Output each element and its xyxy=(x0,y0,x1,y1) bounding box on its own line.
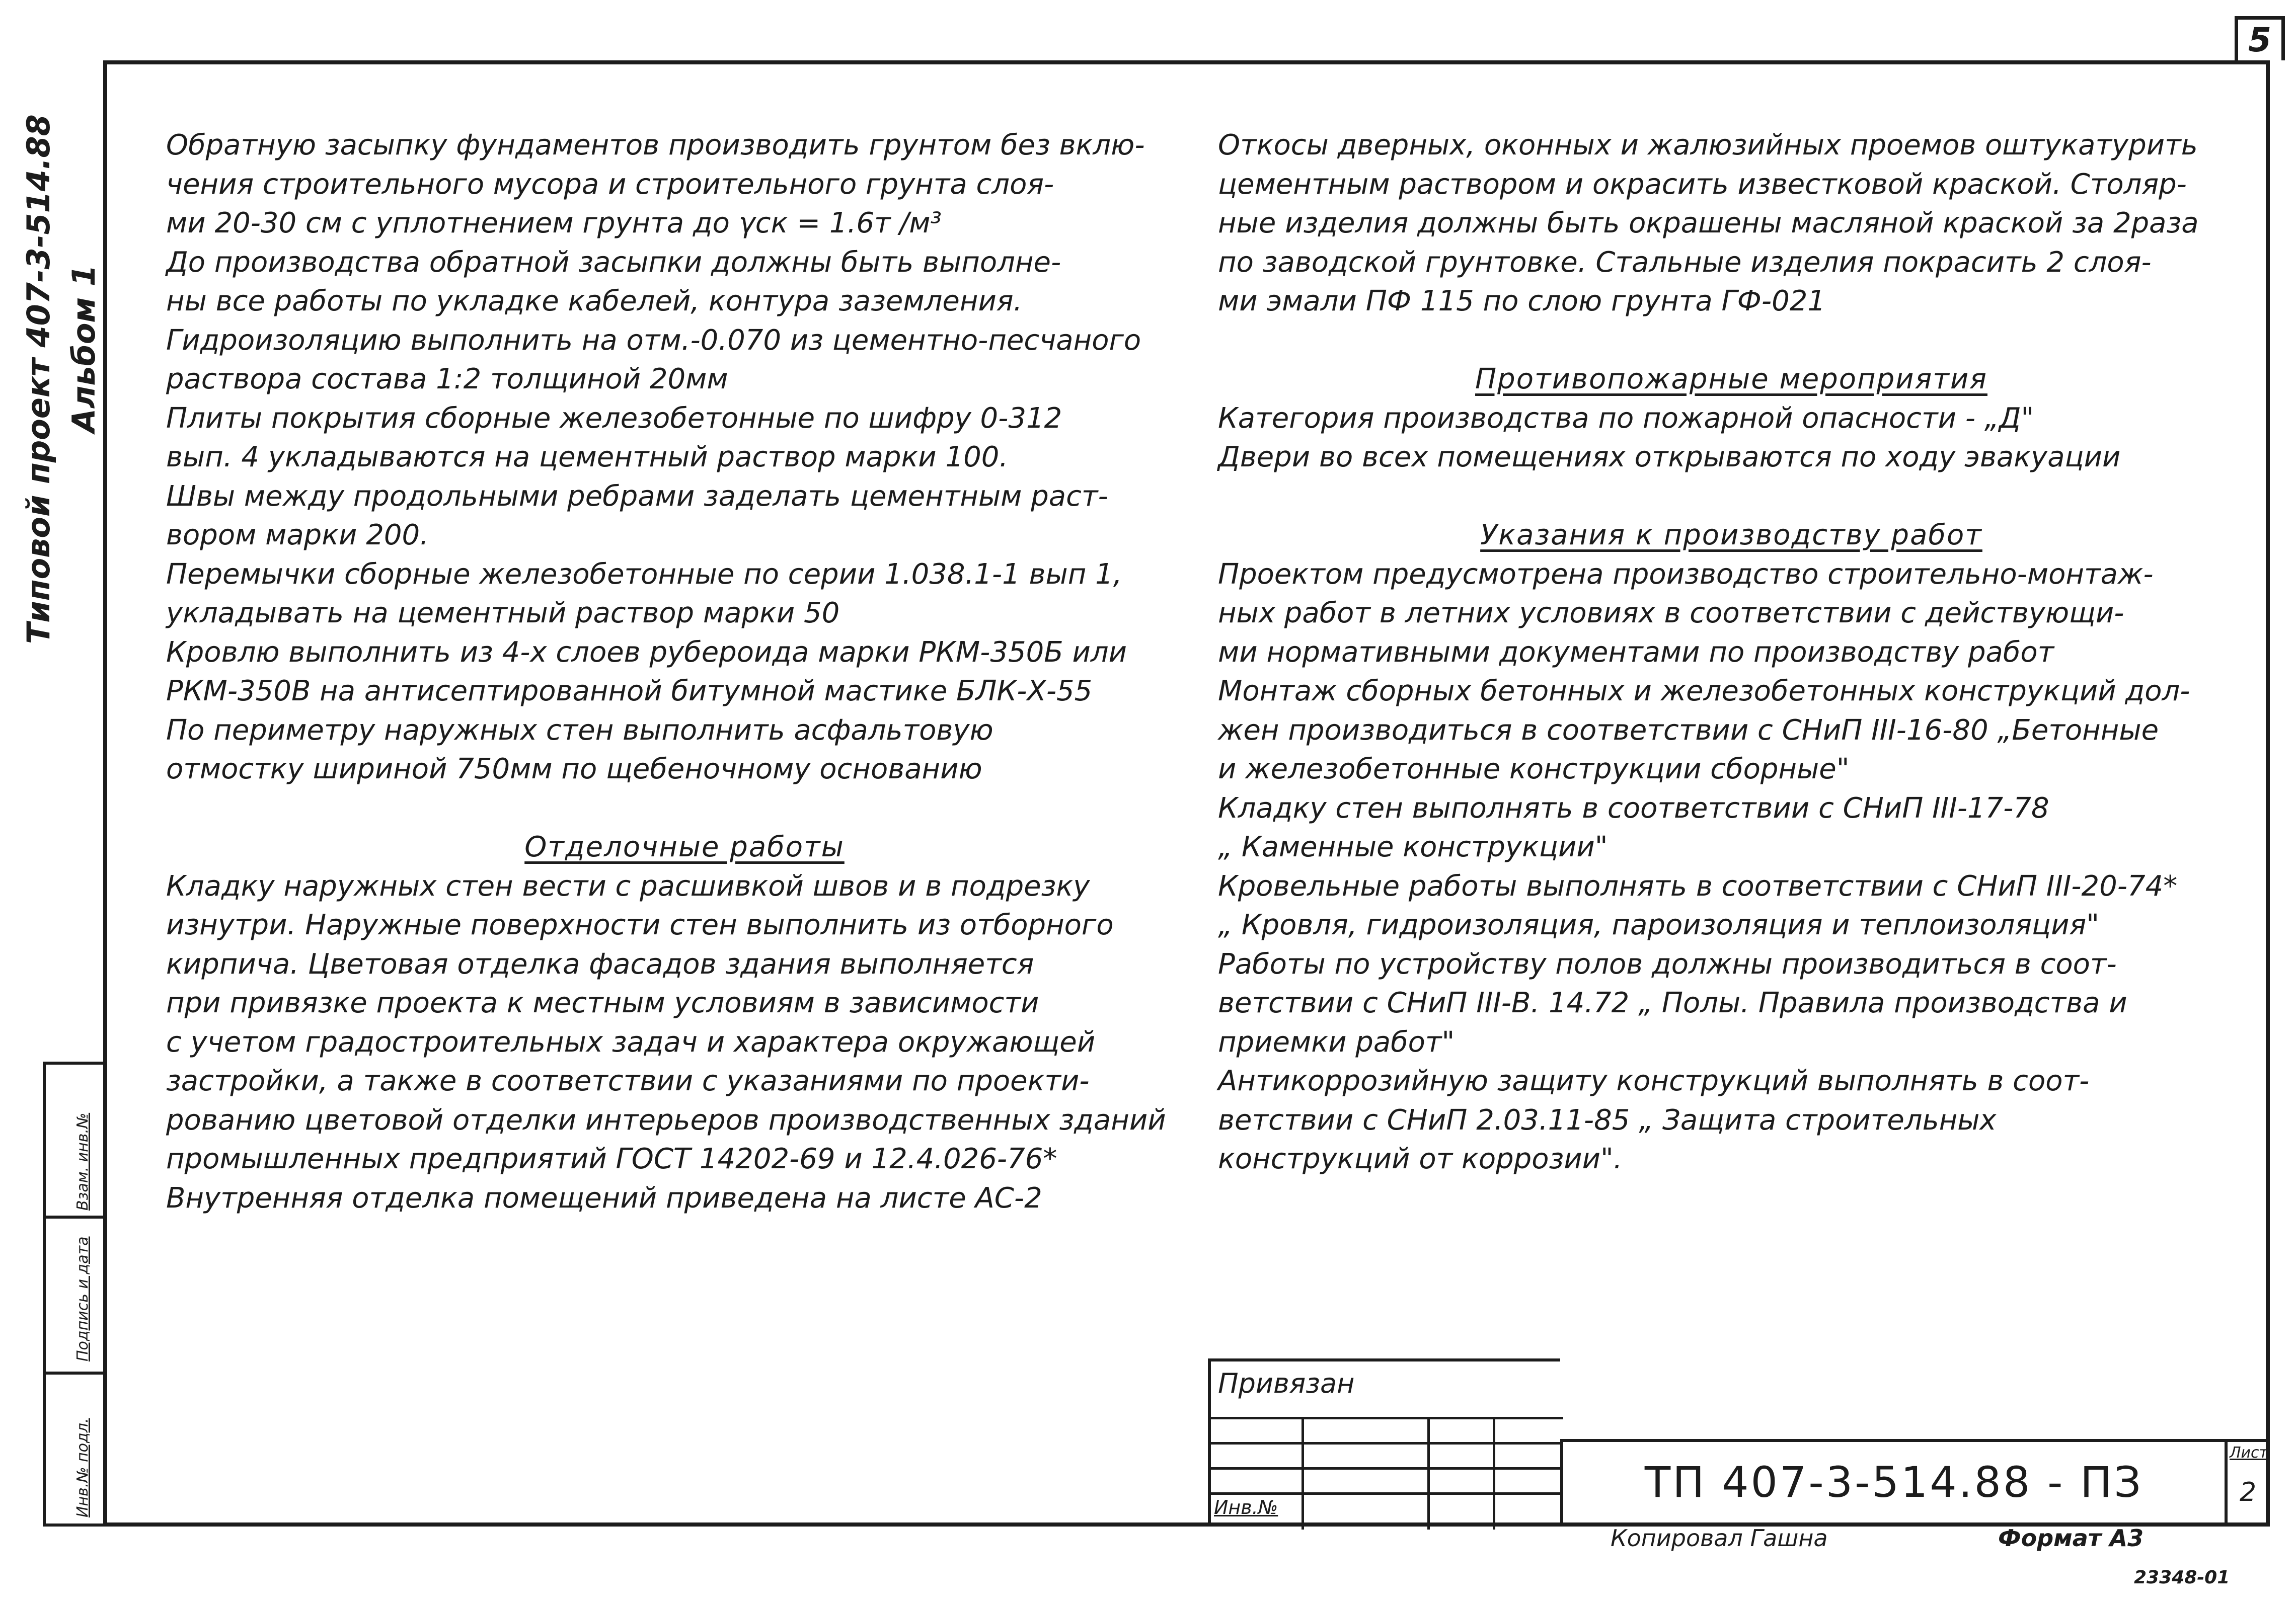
text-line: по заводской грунтовке. Стальные изделия покрасить 2 слоя- xyxy=(1218,246,2152,279)
spacer xyxy=(1218,477,2245,516)
text-line: вором марки 200. xyxy=(166,519,429,551)
text-line: „ Каменные конструкции" xyxy=(1218,831,1608,863)
text-line: Кладку наружных стен вести с расшивкой швов и в подрезку xyxy=(166,869,1090,903)
text-line: Двери во всех помещениях открываются по ходу эвакуации xyxy=(1218,441,2121,473)
text-line: До производства обратной засыпки должны быть выполне- xyxy=(166,246,1061,279)
text-line: Проектом предусмотрена производство строительно-монтаж- xyxy=(1218,557,2154,591)
text-line: раствора состава 1:2 толщиной 20мм xyxy=(166,363,728,395)
copied-by: Копировал Гашна xyxy=(1611,1525,1828,1552)
spacer xyxy=(166,789,1203,828)
text-line: „ Кровля, гидроизоляция, пароизоляция и теплоизоляция" xyxy=(1218,909,2099,941)
text-line: и железобетонные конструкции сборные" xyxy=(1218,753,1850,785)
text-line: Работы по устройству полов должны производиться в соот- xyxy=(1218,947,2117,981)
sheet-number: 2 xyxy=(2240,1477,2257,1507)
text-line: ветствии с СНиП III-В. 14.72 „ Полы. Правила производства и xyxy=(1218,987,2127,1019)
table-line xyxy=(1493,1417,1495,1530)
text-line: чения строительного мусора и строительного грунта слоя- xyxy=(166,168,1054,201)
side-title-block xyxy=(20,40,102,644)
text-line: ны все работы по укладке кабелей, контура заземления. xyxy=(166,285,1023,317)
table-line xyxy=(1211,1492,1563,1495)
text-line: ми нормативными документами по производству работ xyxy=(1218,635,2054,669)
text-line: По периметру наружных стен выполнить асфальтовую xyxy=(166,713,993,747)
strip-label-inv-podl: Инв.№ подл. xyxy=(74,1418,92,1517)
side-stamp-strip xyxy=(43,1062,103,1527)
privyazan-label: Привязан xyxy=(1218,1368,1355,1399)
project-title: Типовой проект 407-3-514.88 xyxy=(20,114,57,644)
text-line: Антикоррозийную защиту конструкций выполнять в соот- xyxy=(1218,1065,2090,1097)
strip-label-signature: Подпись и дата xyxy=(74,1236,92,1361)
text-line: Кровлю выполнить из 4-х слоев рубероида марки РКМ-350Б или xyxy=(166,635,1127,669)
strip-divider xyxy=(46,1372,103,1375)
text-line: Швы между продольными ребрами заделать цементным раст- xyxy=(166,479,1108,513)
text-line: Откосы дверных, оконных и жалюзийных проемов оштукатурить xyxy=(1218,129,2198,162)
text-line: Гидроизоляцию выполнить на отм.-0.070 из цементно-песчаного xyxy=(166,324,1141,357)
text-line: цементным раствором и окрасить известковой краской. Столяр- xyxy=(1218,168,2187,201)
page-number-box xyxy=(2235,16,2285,60)
text-line: вып. 4 укладываются на цементный раствор марки 100. xyxy=(166,441,1009,473)
text-line: ветствии с СНиП 2.03.11-85 „ Защита строительных xyxy=(1218,1103,1997,1137)
text-line: ные изделия должны быть окрашены масляной краской за 2раза xyxy=(1218,207,2199,239)
text-line: конструкций от коррозии". xyxy=(1218,1143,1623,1175)
page-number: 5 xyxy=(2248,21,2271,59)
format-label: Формат А3 xyxy=(1998,1525,2144,1552)
left-column xyxy=(166,126,1203,1218)
section-heading-instructions: Указания к производству работ xyxy=(1480,519,1982,551)
text-line: изнутри. Наружные поверхности стен выполнить из отборного xyxy=(166,909,1114,941)
text-line: РКМ-350В на антисептированной битумной мастике БЛК-Х-55 xyxy=(166,675,1093,707)
binding-table xyxy=(1208,1358,1560,1527)
album-label: Альбом 1 xyxy=(65,265,102,433)
sheet-number-box xyxy=(2225,1439,2270,1527)
text-line: Плиты покрытия сборные железобетонные по шифру 0-312 xyxy=(166,402,1062,435)
text-line: отмостку шириной 750мм по щебеночному основанию xyxy=(166,753,982,785)
text-line: приемки работ" xyxy=(1218,1025,1455,1059)
text-line: Внутренняя отделка помещений приведена на листе АС-2 xyxy=(166,1181,1042,1215)
right-column xyxy=(1218,126,2245,1179)
text-line: Кровельные работы выполнять в соответствии с СНиП III-20-74* xyxy=(1218,869,2178,903)
table-line xyxy=(1302,1417,1304,1530)
text-line: застройки, а также в соответствии с указаниями по проекти- xyxy=(166,1065,1090,1097)
title-block-stamp xyxy=(1208,1358,2270,1527)
text-line: рованию цветовой отделки интерьеров производственных зданий xyxy=(166,1103,1166,1137)
sheet-label: Лист xyxy=(2230,1444,2268,1462)
text-line: Категория производства по пожарной опасности - „Д" xyxy=(1218,402,2034,435)
section-heading-finishing: Отделочные работы xyxy=(524,831,845,863)
text-line: Кладку стен выполнять в соответствии с СНиП III-17-78 xyxy=(1218,791,2049,825)
text-line: ми эмали ПФ 115 по слою грунта ГФ-021 xyxy=(1218,285,1825,317)
text-line: укладывать на цементный раствор марки 50 xyxy=(166,597,840,629)
strip-label-vzam: Взам. инв.№ xyxy=(74,1112,92,1211)
text-line: жен производиться в соответствии с СНиП III-16-80 „Бетонные xyxy=(1218,713,2159,747)
text-line: ных работ в летних условиях в соответствии с действующи- xyxy=(1218,597,2124,629)
text-line: промышленных предприятий ГОСТ 14202-69 и 12.4.026-76* xyxy=(166,1143,1057,1175)
text-line: Монтаж сборных бетонных и железобетонных конструкций дол- xyxy=(1218,675,2190,707)
table-line xyxy=(1427,1417,1430,1530)
order-number: 23348-01 xyxy=(2134,1567,2230,1588)
text-line: ми 20-30 см с уплотнением грунта до γск = 1.6т /м³ xyxy=(166,207,942,239)
table-line xyxy=(1211,1467,1563,1470)
table-line xyxy=(1211,1417,1563,1419)
text-line: при привязке проекта к местным условиям в зависимости xyxy=(166,987,1039,1019)
text-line: Обратную засыпку фундаментов производить грунтом без вклю- xyxy=(166,129,1145,162)
text-line: с учетом градостроительных задач и характера окружающей xyxy=(166,1025,1096,1059)
strip-divider xyxy=(46,1216,103,1219)
spacer xyxy=(1218,321,2245,360)
text-line: Перемычки сборные железобетонные по серии 1.038.1-1 вып 1, xyxy=(166,557,1122,591)
inv-number-label: Инв.№ xyxy=(1214,1496,1278,1518)
text-line: кирпича. Цветовая отделка фасадов здания выполняется xyxy=(166,947,1034,981)
section-heading-fire: Противопожарные мероприятия xyxy=(1475,363,1987,395)
drawing-code: ТП 407-3-514.88 - ПЗ xyxy=(1560,1439,2225,1527)
table-line xyxy=(1211,1442,1563,1445)
